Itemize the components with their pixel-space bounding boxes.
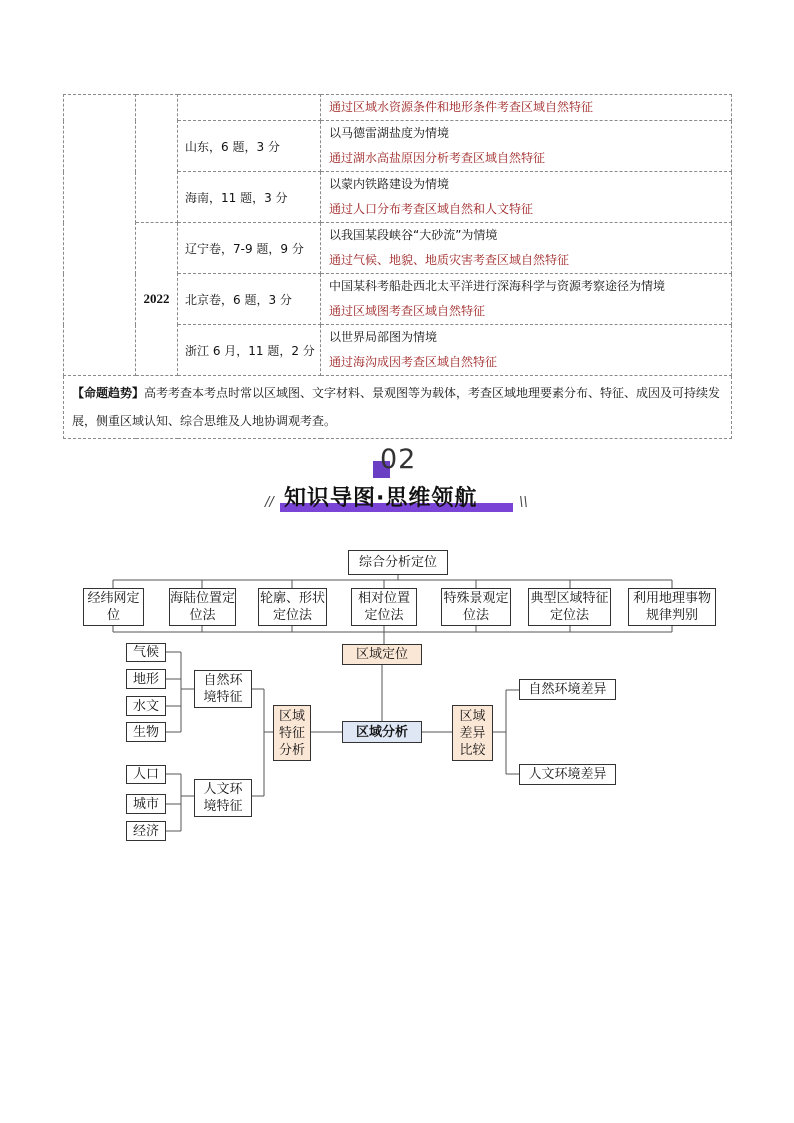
desc-cell — [321, 121, 732, 172]
method-box: 利用地理事物规律判别 — [628, 588, 716, 626]
desc-cell — [321, 223, 732, 274]
exam-cell: 浙江 6 月，11 题，2 分 — [178, 325, 321, 376]
natural-item-box: 地形 — [126, 669, 166, 689]
section-title: 知识导图·思维领航 — [284, 486, 478, 511]
year-cell-prev — [136, 95, 178, 223]
natural-feature-box: 自然环境特征 — [194, 670, 252, 708]
exam-cell — [178, 95, 321, 121]
human-diff-box: 人文环境差异 — [519, 764, 616, 785]
desc-line: 中国某科考船赴西北太平洋进行深海科学与资源考察途径为情境 — [329, 279, 666, 293]
method-box: 经纬网定位 — [83, 588, 144, 626]
desc-line: 以蒙内铁路建设为情境 — [329, 177, 450, 191]
desc-line: 以我国某段峡谷“大砂流”为情境 — [329, 228, 498, 242]
desc-line: 通过气候、地貌、地质灾害考查区域自然特征 — [329, 253, 570, 267]
desc-line: 通过区域图考查区域自然特征 — [329, 304, 486, 318]
exam-table — [63, 94, 732, 439]
natural-item-box: 水文 — [126, 696, 166, 716]
region-analysis-box: 区域分析 — [342, 721, 422, 743]
trend-text: 高考考查本考点时常以区域图、文字材料、景观图等为载体，考查区域地理要素分布、特征、成因及可持续发展，侧重区域认知、综合思维及人地协调观考查。 — [72, 386, 721, 428]
natural-item-box: 生物 — [126, 722, 166, 742]
desc-line: 通过区域水资源条件和地形条件考查区域自然特征 — [329, 100, 594, 114]
human-item-box: 人口 — [126, 765, 166, 784]
root-box: 综合分析定位 — [348, 550, 448, 575]
trend-cell — [64, 376, 732, 439]
natural-diff-box: 自然环境差异 — [519, 679, 616, 700]
desc-line: 以世界局部图为情境 — [329, 330, 438, 344]
province-cell — [64, 95, 136, 376]
year-cell: 2022 — [136, 223, 178, 376]
exam-cell: 海南，11 题，3 分 — [178, 172, 321, 223]
slash-left-decoration: // — [265, 495, 274, 510]
section-number: 02 — [380, 444, 417, 475]
desc-line: 通过海沟成因考查区域自然特征 — [329, 355, 498, 369]
desc-line: 通过人口分布考查区域自然和人文特征 — [329, 202, 534, 216]
slash-right-decoration: \\ — [519, 495, 528, 510]
human-item-box: 城市 — [126, 794, 166, 814]
diff-compare-box: 区域差异比较 — [452, 705, 493, 761]
method-box: 轮廓、形状定位法 — [258, 588, 327, 626]
method-box: 海陆位置定位法 — [169, 588, 236, 626]
desc-line: 以马德雷湖盐度为情境 — [329, 126, 450, 140]
desc-cell — [321, 172, 732, 223]
feature-analysis-box: 区域特征分析 — [273, 705, 311, 761]
human-feature-box: 人文环境特征 — [194, 779, 252, 817]
desc-cell — [321, 325, 732, 376]
desc-cell — [321, 95, 732, 121]
exam-cell: 辽宁卷，7-9 题，9 分 — [178, 223, 321, 274]
region-locate-box: 区域定位 — [342, 644, 422, 665]
exam-cell: 山东，6 题，3 分 — [178, 121, 321, 172]
method-box: 特殊景观定位法 — [441, 588, 511, 626]
desc-line: 通过湖水高盐原因分析考查区域自然特征 — [329, 151, 546, 165]
trend-label: 【命题趋势】 — [72, 386, 145, 400]
exam-cell: 北京卷，6 题，3 分 — [178, 274, 321, 325]
desc-cell — [321, 274, 732, 325]
method-box: 典型区域特征定位法 — [528, 588, 611, 626]
natural-item-box: 气候 — [126, 643, 166, 662]
human-item-box: 经济 — [126, 821, 166, 841]
method-box: 相对位置定位法 — [351, 588, 417, 626]
